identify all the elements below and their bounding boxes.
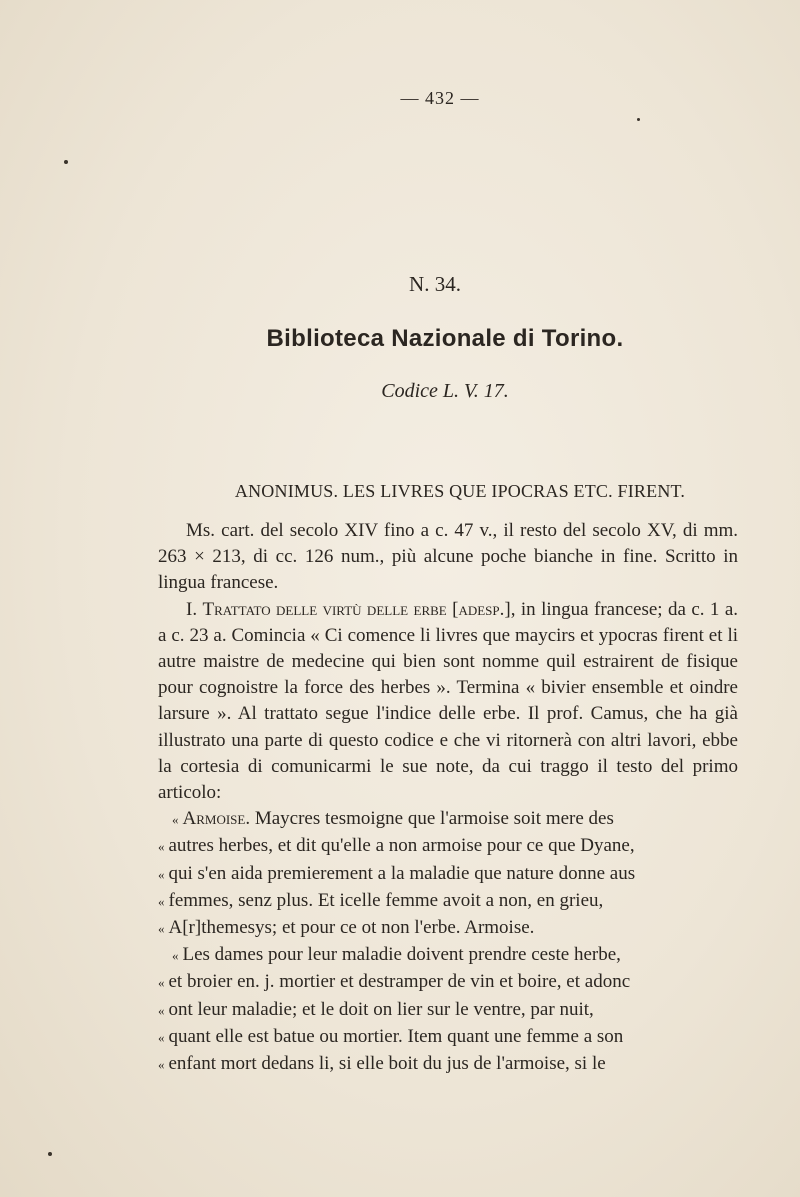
quote-mark: « [158,921,165,937]
quote-mark: « [158,1029,165,1045]
quote-text: Maycres tesmoigne que l'armoise soit mere des [250,808,614,830]
quote-mark: « [172,948,179,964]
quote-text: autres herbes, et dit qu'elle a non armoise pour ce que Dyane, [168,835,635,857]
quote-text: quant elle est batue ou mortier. Item quant une femme a son [168,1025,624,1047]
quote-text: Les dames pour leur maladie doivent prendre ceste herbe, [182,944,621,966]
manuscript-description: Ms. cart. del secolo XIV fino a c. 47 v., il resto del secolo XV, di mm. 263 × 213, di cc. 126 num., più alcune poche bianche in fine. Scritto in lingua francese. [158,520,738,594]
quote-text: ont leur maladie; et le doit on lier sur le ventre, par nuit, [168,998,594,1020]
quote-mark: « [158,1057,165,1073]
quote-line [158,915,738,942]
work-heading: ANONIMUS. LES LIVRES QUE IPOCRAS ETC. FIRENT. [234,481,686,501]
quote-text: enfant mort dedans li, si elle boit du jus de l'armoise, si le [168,1053,606,1075]
quote-mark: « [158,893,165,909]
treatise-description: , in lingua francese; da c. 1 a. a c. 23 a. Comincia « Ci comence li livres que maycirs et ypocras firent et li autre maistre de medecine qui bien sont nomme quil estrairent de fisique pour cognoistre la force des herbes ». Termina « bivier ensemble et oindre larsure ». Al trattato segue l'indice delle erbe. Il prof. Camus, che ha già illustrato una parte di questo codice e che vi ritornerà con altri lavori, ebbe la cortesia di comunicarmi le sue note, da cui traggo il testo del primo articolo: [158,598,739,804]
treatise-title: Trattato delle virtù delle erbe [adesp.] [202,598,511,620]
page-number: — 432 — [400,88,480,108]
quote-line [158,1051,738,1078]
quote-line [158,888,738,915]
treatise-numeral: I. [186,598,203,620]
quote-line [158,969,738,996]
quote-armoise [158,806,738,942]
quote-line [158,1024,738,1051]
quote-mark: « [158,1002,165,1018]
body-text [158,518,738,1078]
quote-mark: « [158,975,165,991]
paper-speck [48,1152,52,1156]
quote-mark: « [158,839,165,855]
quote-dames [158,942,738,1078]
quote-line [158,997,738,1024]
quote-text: femmes, senz plus. Et icelle femme avoit a non, en grieu, [168,889,604,911]
quote-line [158,833,738,860]
treatise-paragraph [158,597,738,807]
quote-line [158,861,738,888]
quote-line [158,942,738,969]
library-title: Biblioteca Nazionale di Torino. [266,325,624,352]
quote-mark: « [172,812,179,828]
quote-mark: « [158,866,165,882]
quote-text: qui s'en aida premierement a la maladie que nature donne aus [168,862,636,884]
quote-text: et broier en. j. mortier et destramper de vin et boire, et adonc [168,971,631,993]
entry-keyword: Armoise. [182,808,251,830]
quote-line [158,806,738,833]
codex-reference: Codice L. V. 17. [381,380,509,402]
paper-speck [637,118,640,121]
quote-text: A[r]themesys; et pour ce ot non l'erbe. Armoise. [168,917,535,939]
paper-speck [64,160,68,164]
entry-number: N. 34. [409,272,461,296]
